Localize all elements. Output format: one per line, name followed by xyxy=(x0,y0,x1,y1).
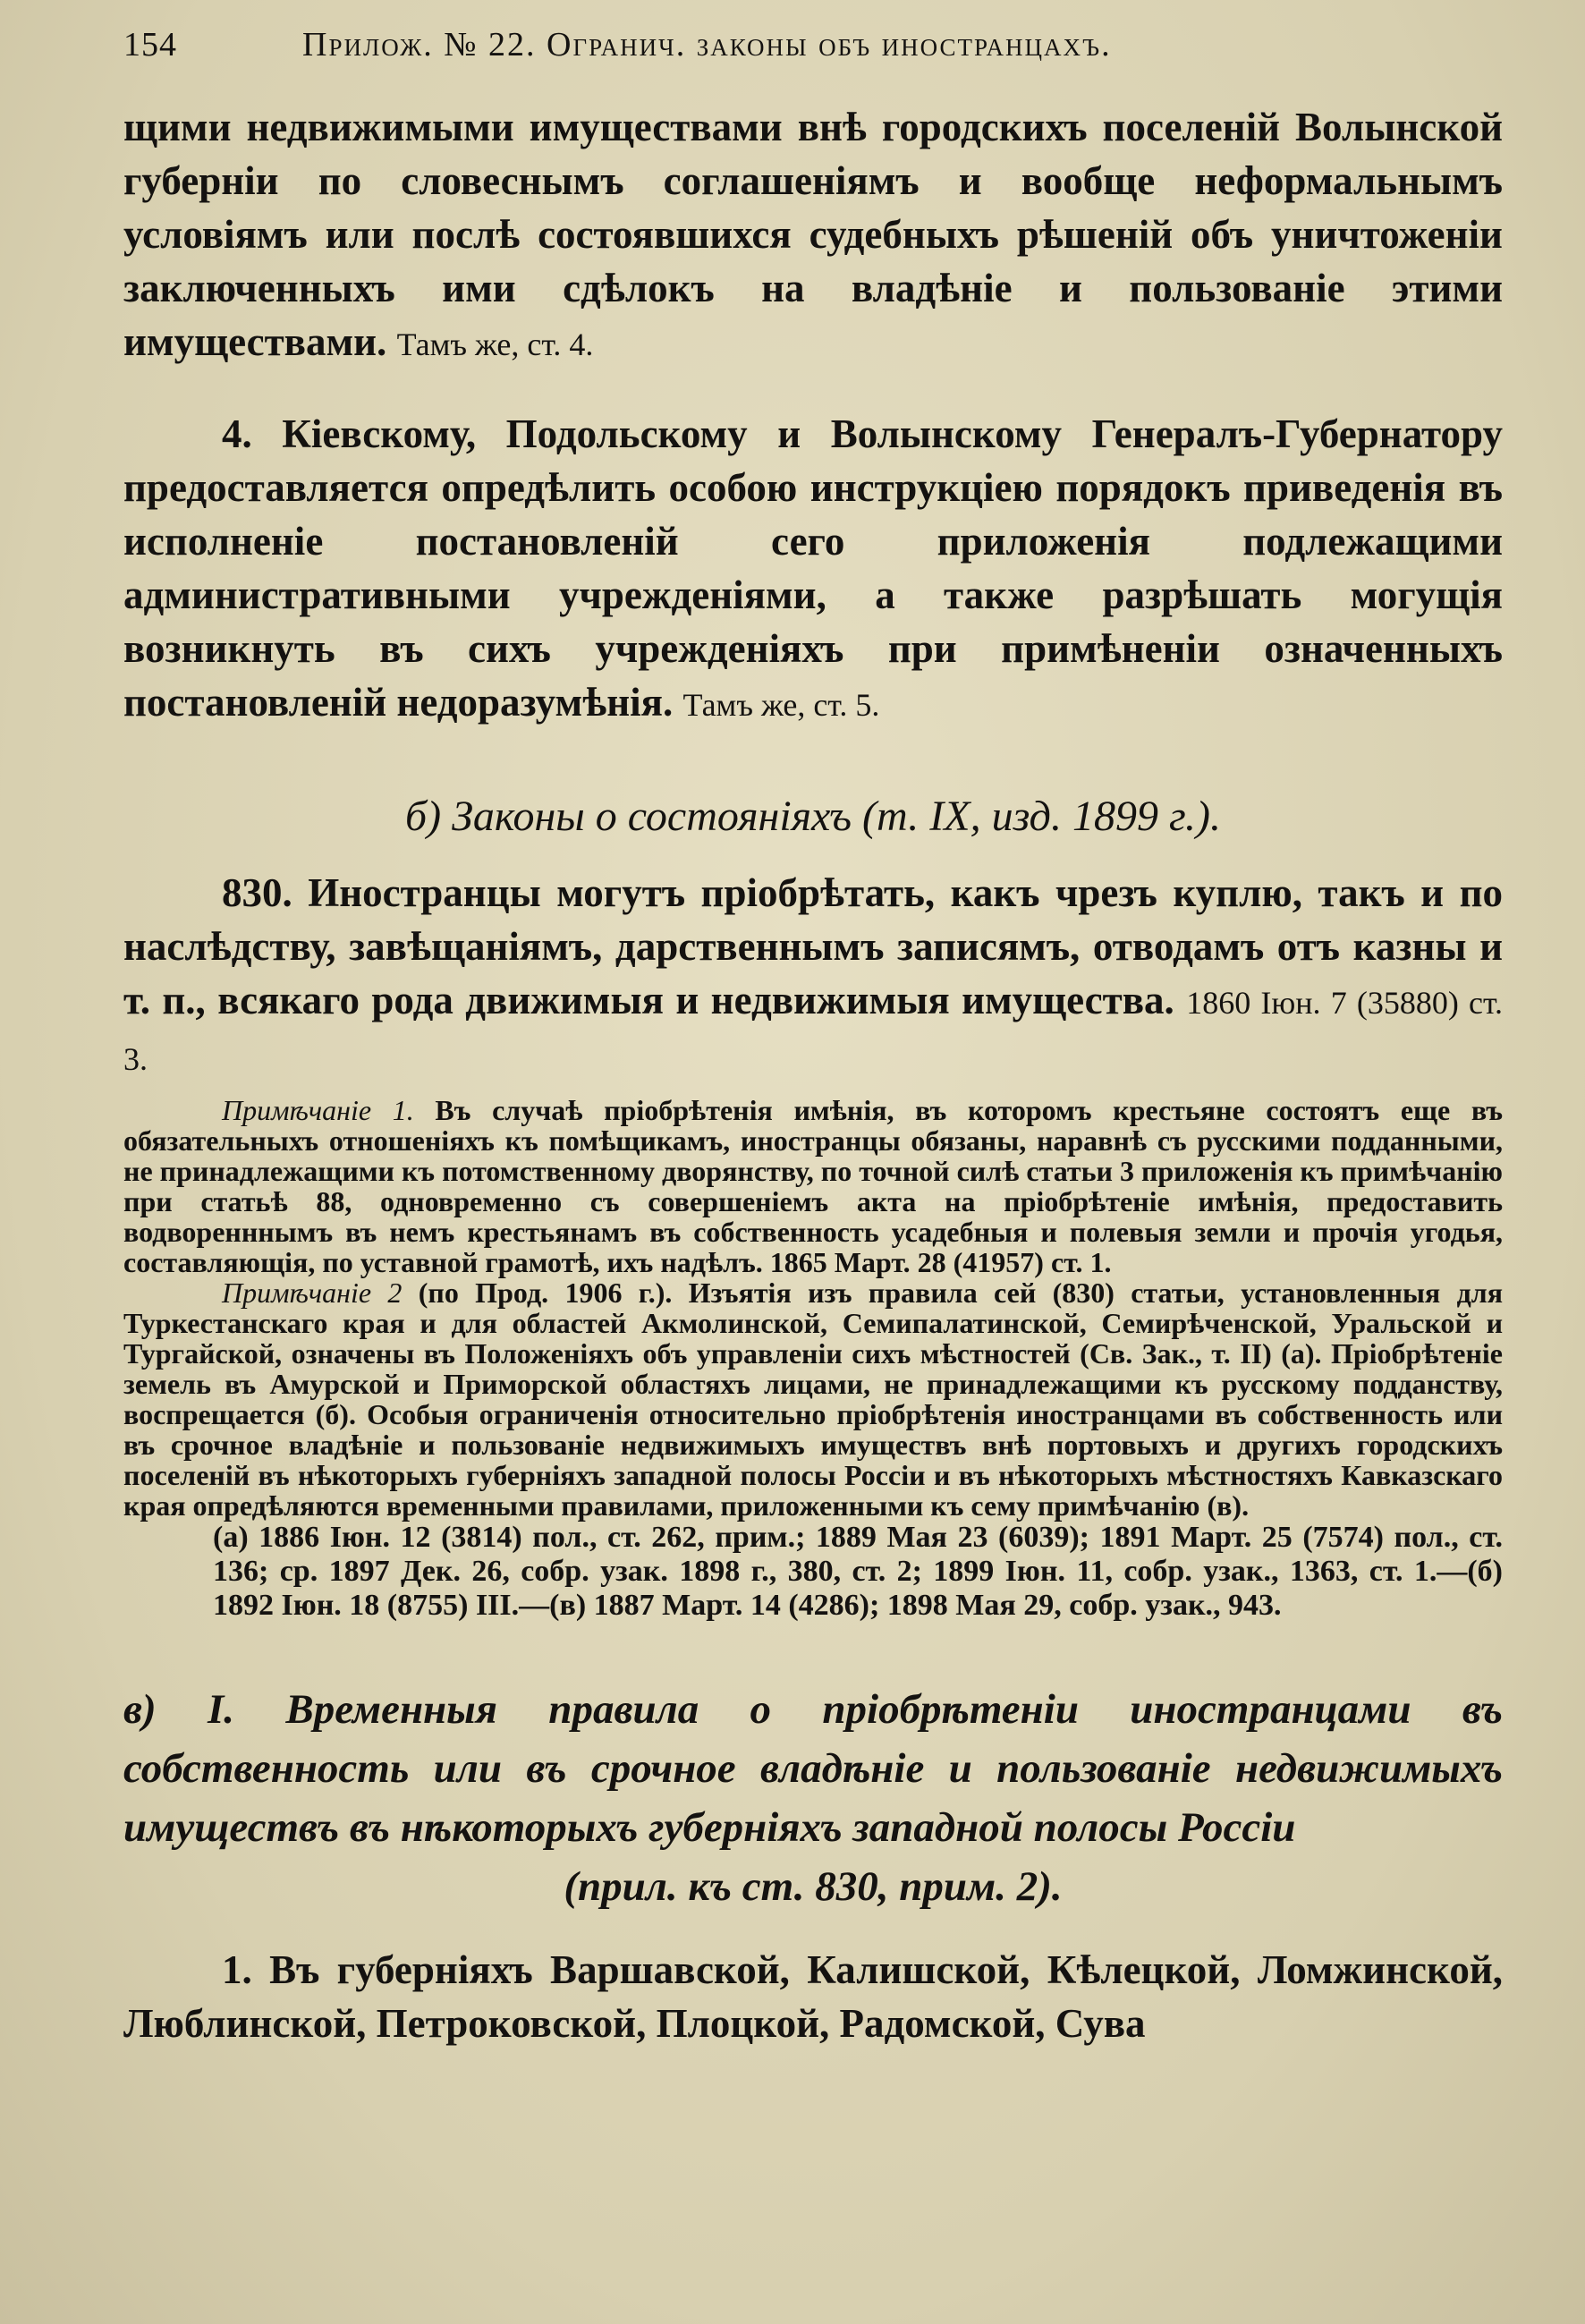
note-text: (по Прод. 1906 г.). Изъятія изъ правила сей (830) статьи, установленныя для Туркестанскаго края и для областей Акмолинской, Семипалатинской, Семирѣченской, Уральской и Тургайской, означены въ Положеніяхъ объ управленіи сихъ мѣстностей (Св. Зак., т. II) (а). Пріобрѣтеніе земель въ Амурской и Приморской областяхъ лицами, не принадлежащими къ русскому подданству, воспрещается (б). Особыя ограниченія относительно пріобрѣтенія иностранцами въ собственность или въ срочное владѣніе и пользованіе недвижимыхъ имуществъ внѣ портовыхъ и другихъ городскихъ поселеній въ нѣкоторыхъ губерніяхъ западной полосы Россіи и въ нѣкоторыхъ мѣстностяхъ Кавказскаго края опредѣляются временными правилами, приложенными къ сему примѣчанію (в). xyxy=(123,1277,1504,1522)
article-text: 830. Иностранцы могутъ пріобрѣтать, какъ чрезъ куплю, такъ и по наслѣдству, завѣщаніямъ, дарственнымъ записямъ, отводамъ отъ казны и т. п., всякаго рода движимыя и недвижимыя имущества. xyxy=(123,870,1503,1022)
page-number: 154 xyxy=(123,26,177,64)
section-heading-b: б) Законы о состояніяхъ (т. IX, изд. 1899 г.). xyxy=(404,793,1222,840)
paragraph-rule-1: 1. Въ губерніяхъ Варшавской, Калишской, Кѣлецкой, Ломжинской, Люблинской, Петроковской, Плоцкой, Радомской, Сува xyxy=(123,1947,1503,2046)
note-2 xyxy=(123,1277,1503,1521)
note-text: Въ случаѣ пріобрѣтенія имѣнія, въ которомъ крестьяне состоятъ еще въ обязательныхъ отношеніяхъ къ помѣщикамъ, иностранцы обязаны, наравнѣ съ русскими подданными, не принадлежащими къ потомственному дворянству, по точной силѣ статьи 3 приложенія къ примѣчанію при статьѣ 88, одновременно съ совершеніемъ акта на пріобрѣтеніе имѣнія, предоставить водворенннымъ въ немъ крестьянамъ въ собственность усадебныя и полевыя земли и прочія угодья, составляющія, по уставной грамотѣ, ихъ надѣлъ. 1865 Март. 28 (41957) ст. 1. xyxy=(123,1094,1504,1278)
note-1 xyxy=(123,1095,1503,1277)
note-2-references: (а) 1886 Іюн. 12 (3814) пол., ст. 262, прим.; 1889 Мая 23 (6039); 1891 Март. 25 (7574) пол., ст. 136; ср. 1897 Дек. 26, собр. узак. 1898 г., 380, ст. 2; 1899 Іюн. 11, собр. узак., 1363, ст. 1.—(б) 1892 Іюн. 18 (8755) III.—(в) 1887 Март. 14 (4286); 1898 Мая 29, собр. узак., 943. xyxy=(213,1521,1503,1622)
paragraph-text: 4. Кіевскому, Подольскому и Волынскому Генералъ-Губернатору предоставляется опредѣлить особою инструкціею порядокъ приведенія въ исполненіе постановленій сего приложенія подлежащими административными учрежденіями, а также разрѣшать могущія возникнуть въ сихъ учрежденіяхъ при примѣненіи означенныхъ постановленій недоразумѣнія. xyxy=(123,411,1503,725)
running-head xyxy=(123,25,1503,79)
paragraph-4 xyxy=(123,407,1503,732)
note-label: Примѣчаніе 1. xyxy=(222,1094,414,1126)
paragraph-continuation xyxy=(123,100,1503,371)
paragraph-text: щими недвижимыми имуществами внѣ городскихъ поселеній Волынской губерніи по словеснымъ соглашеніямъ и вообще неформальнымъ условіямъ или послѣ состоявшихся судебныхъ рѣшеній объ уничтоженіи заключенныхъ ими сдѣлокъ на владѣніе и пользованіе этими имуществами. xyxy=(123,105,1503,364)
running-title: Прилож. № 22. Огранич. законы объ иностранцахъ. xyxy=(302,26,1112,64)
citation: Тамъ же, ст. 5. xyxy=(682,687,880,723)
note-label: Примѣчаніе 2 xyxy=(222,1277,403,1309)
section-heading-v: в) I. Временныя правила о пріобрѣтеніи иностранцами въ собственность или въ срочное владѣніе и пользованіе недвижимыхъ имуществъ въ нѣкоторыхъ губерніяхъ западной полосы Россіи xyxy=(123,1686,1503,1851)
section-heading-v-subtitle: (прил. къ ст. 830, прим. 2). xyxy=(564,1863,1063,1910)
article-830 xyxy=(123,866,1503,1086)
citation: Тамъ же, ст. 4. xyxy=(396,327,594,362)
citation: 1860 Іюн. 7 (35880) ст. 3. xyxy=(123,985,1503,1077)
